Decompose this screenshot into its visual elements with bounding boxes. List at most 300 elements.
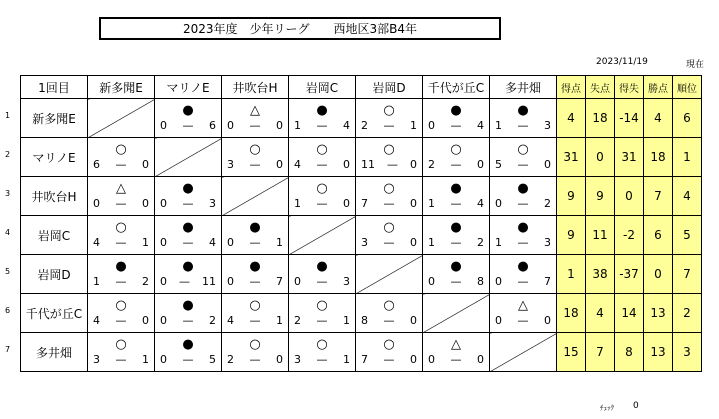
result-symbol-icon: ○ — [383, 298, 395, 313]
score — [155, 237, 221, 249]
score-dash: — — [182, 197, 194, 210]
result-symbol-icon: △ — [116, 181, 126, 196]
score-for: 1 — [294, 197, 301, 210]
score — [423, 237, 489, 249]
stat-cell: 9 — [586, 177, 615, 216]
stat-cell: 3 — [673, 333, 702, 372]
score — [490, 276, 556, 288]
result-symbol-icon: ● — [182, 259, 194, 274]
stat-cell: 18 — [644, 138, 673, 177]
score — [222, 159, 288, 171]
score-dash: — — [383, 119, 395, 132]
score-dash: — — [517, 197, 529, 210]
score-for: 4 — [93, 236, 100, 249]
table-row — [21, 333, 702, 372]
match-result-cell — [356, 177, 423, 216]
stat-cell: 0 — [586, 138, 615, 177]
column-header-team: 岩岡C — [289, 76, 356, 99]
score — [289, 198, 355, 210]
score-dash: — — [517, 314, 529, 327]
score-against: 3 — [544, 119, 551, 132]
score-dash: — — [450, 236, 462, 249]
score-for: 1 — [428, 197, 435, 210]
stat-cell: 0 — [615, 177, 644, 216]
score — [423, 120, 489, 132]
row-team-name: 岩岡C — [21, 216, 88, 255]
result-symbol-icon: ● — [316, 259, 328, 274]
score-for: 4 — [227, 314, 234, 327]
stat-cell: 1 — [557, 255, 586, 294]
match-result-cell — [88, 333, 155, 372]
stat-cell: 5 — [673, 216, 702, 255]
row-number: 5 — [5, 267, 11, 276]
score-dash: — — [115, 275, 127, 288]
result-symbol-icon: ○ — [316, 298, 328, 313]
table-row — [21, 294, 702, 333]
score-against: 1 — [276, 236, 283, 249]
row-number: 2 — [5, 150, 11, 159]
match-result-cell — [289, 138, 356, 177]
match-result-cell — [423, 99, 490, 138]
score-dash: — — [316, 353, 328, 366]
stat-cell: 13 — [644, 333, 673, 372]
score-against: 3 — [343, 275, 350, 288]
table-row — [21, 255, 702, 294]
match-result-cell — [423, 216, 490, 255]
score-against: 0 — [477, 158, 484, 171]
result-symbol-icon: ● — [517, 220, 529, 235]
stat-cell: 9 — [557, 177, 586, 216]
score-dash: — — [383, 314, 395, 327]
stat-cell: 18 — [586, 99, 615, 138]
result-symbol-icon: ● — [115, 259, 127, 274]
row-number: 4 — [5, 228, 11, 237]
score-for: 2 — [428, 158, 435, 171]
score-against: 2 — [209, 314, 216, 327]
score — [490, 237, 556, 249]
score-against: 1 — [142, 236, 149, 249]
round-label: 1回目 — [21, 76, 88, 99]
row-team-name: 多井畑 — [21, 333, 88, 372]
score-against: 2 — [142, 275, 149, 288]
score — [356, 354, 422, 366]
score-dash: — — [383, 197, 395, 210]
score-for: 7 — [361, 197, 368, 210]
score-against: 2 — [477, 236, 484, 249]
score — [423, 159, 489, 171]
result-symbol-icon: ○ — [115, 142, 127, 157]
score-dash: — — [316, 158, 328, 171]
score-dash: — — [450, 353, 462, 366]
column-header-team: 岩岡D — [356, 76, 423, 99]
result-symbol-icon: ○ — [450, 142, 462, 157]
score — [423, 354, 489, 366]
score-dash: — — [316, 197, 328, 210]
table-row — [21, 99, 702, 138]
score-dash: — — [115, 314, 127, 327]
stat-cell: 13 — [644, 294, 673, 333]
score-for: 0 — [428, 353, 435, 366]
score — [222, 354, 288, 366]
score-for: 11 — [361, 158, 375, 171]
stat-cell: 9 — [557, 216, 586, 255]
score-for: 0 — [160, 353, 167, 366]
column-header-team: 多井畑 — [490, 76, 557, 99]
now-label: 現在 — [686, 60, 705, 70]
score — [88, 198, 154, 210]
score-against: 4 — [343, 119, 350, 132]
stat-cell: 4 — [673, 177, 702, 216]
score-for: 3 — [294, 353, 301, 366]
score-dash: — — [182, 119, 194, 132]
result-symbol-icon: ● — [517, 103, 529, 118]
score — [88, 354, 154, 366]
score-dash: — — [115, 236, 127, 249]
table-row — [21, 138, 702, 177]
score-for: 0 — [160, 119, 167, 132]
score-for: 0 — [160, 275, 167, 288]
column-header-team: 井吹台H — [222, 76, 289, 99]
match-result-cell — [490, 177, 557, 216]
self-match-cell — [155, 138, 222, 177]
result-symbol-icon: ○ — [517, 142, 529, 157]
match-result-cell — [88, 138, 155, 177]
match-result-cell — [423, 255, 490, 294]
score-for: 4 — [294, 158, 301, 171]
league-table — [20, 75, 702, 372]
score-for: 2 — [294, 314, 301, 327]
score — [155, 354, 221, 366]
score — [356, 120, 422, 132]
score-against: 4 — [477, 119, 484, 132]
result-symbol-icon: ○ — [383, 181, 395, 196]
score — [356, 159, 422, 171]
score-against: 1 — [343, 353, 350, 366]
result-symbol-icon: △ — [518, 298, 528, 313]
score — [289, 159, 355, 171]
match-result-cell — [222, 138, 289, 177]
result-symbol-icon: ● — [450, 259, 462, 274]
score-against: 4 — [477, 197, 484, 210]
result-symbol-icon: ● — [450, 181, 462, 196]
score-dash: — — [383, 353, 395, 366]
score-against: 1 — [276, 314, 283, 327]
score-against: 0 — [410, 197, 417, 210]
column-header-stat: 得失 — [615, 76, 644, 99]
score-against: 4 — [209, 236, 216, 249]
score — [155, 120, 221, 132]
result-symbol-icon: ● — [182, 220, 194, 235]
score-dash: — — [517, 275, 529, 288]
match-result-cell — [356, 138, 423, 177]
stat-cell: 4 — [557, 99, 586, 138]
result-symbol-icon: ● — [182, 181, 194, 196]
match-result-cell — [289, 333, 356, 372]
score-against: 0 — [276, 353, 283, 366]
table-row — [21, 216, 702, 255]
column-header-stat: 勝点 — [644, 76, 673, 99]
row-number: 1 — [5, 111, 11, 120]
stat-cell: 7 — [673, 255, 702, 294]
match-result-cell — [423, 138, 490, 177]
result-symbol-icon: ○ — [316, 142, 328, 157]
column-header-stat: 失点 — [586, 76, 615, 99]
header-row — [21, 76, 702, 99]
score — [155, 315, 221, 327]
match-result-cell — [222, 333, 289, 372]
result-symbol-icon: ○ — [316, 337, 328, 352]
table-row — [21, 177, 702, 216]
score-dash: — — [182, 353, 194, 366]
score-for: 0 — [160, 314, 167, 327]
score — [222, 315, 288, 327]
score-dash: — — [517, 236, 529, 249]
match-result-cell — [88, 216, 155, 255]
score-dash: — — [316, 314, 328, 327]
score-dash: — — [450, 275, 462, 288]
score-dash: — — [316, 275, 328, 288]
row-number: 7 — [5, 345, 11, 354]
match-result-cell — [289, 255, 356, 294]
score-dash: — — [387, 158, 398, 171]
score-for: 1 — [428, 236, 435, 249]
self-match-cell — [490, 333, 557, 372]
match-result-cell — [490, 138, 557, 177]
match-result-cell — [222, 99, 289, 138]
score-for: 1 — [495, 236, 502, 249]
match-result-cell — [423, 333, 490, 372]
score-against: 0 — [544, 314, 551, 327]
score — [155, 198, 221, 210]
stat-cell: 0 — [644, 255, 673, 294]
score-against: 0 — [276, 158, 283, 171]
score — [289, 315, 355, 327]
score-for: 1 — [495, 119, 502, 132]
self-match-cell — [423, 294, 490, 333]
row-number: 6 — [5, 306, 11, 315]
stat-cell: 18 — [557, 294, 586, 333]
column-header-team: マリノE — [155, 76, 222, 99]
score-against: 6 — [209, 119, 216, 132]
result-symbol-icon: ○ — [383, 142, 395, 157]
score-dash: — — [249, 353, 261, 366]
score-against: 0 — [410, 236, 417, 249]
check-value: 0 — [633, 401, 639, 411]
score-dash: — — [182, 236, 194, 249]
score-for: 1 — [294, 119, 301, 132]
score-for: 0 — [428, 119, 435, 132]
self-match-cell — [289, 216, 356, 255]
score-dash: — — [249, 275, 261, 288]
result-symbol-icon: ○ — [249, 142, 261, 157]
match-result-cell — [289, 294, 356, 333]
match-result-cell — [356, 216, 423, 255]
score-dash: — — [450, 197, 462, 210]
score-against: 7 — [276, 275, 283, 288]
score-for: 2 — [361, 119, 368, 132]
score-against: 0 — [410, 353, 417, 366]
row-team-name: 岩岡D — [21, 255, 88, 294]
result-symbol-icon: ● — [450, 103, 462, 118]
score-dash: — — [115, 353, 127, 366]
stat-cell: 7 — [644, 177, 673, 216]
result-symbol-icon: △ — [250, 103, 260, 118]
score — [356, 315, 422, 327]
score — [289, 120, 355, 132]
match-result-cell — [356, 99, 423, 138]
stat-cell: 7 — [586, 333, 615, 372]
page-title: 2023年度 少年リーグ 西地区3部B4年 — [99, 17, 501, 40]
score-dash: — — [517, 158, 529, 171]
match-result-cell — [88, 177, 155, 216]
match-result-cell — [356, 294, 423, 333]
match-result-cell — [155, 333, 222, 372]
match-result-cell — [490, 216, 557, 255]
score-for: 6 — [93, 158, 100, 171]
score-for: 0 — [495, 197, 502, 210]
score-dash: — — [517, 119, 529, 132]
match-result-cell — [88, 294, 155, 333]
score-against: 0 — [544, 158, 551, 171]
score-for: 1 — [93, 275, 100, 288]
score-dash: — — [450, 119, 462, 132]
score-against: 3 — [544, 236, 551, 249]
match-result-cell — [222, 294, 289, 333]
score-dash: — — [115, 197, 127, 210]
column-header-team: 新多聞E — [88, 76, 155, 99]
stat-cell: 31 — [557, 138, 586, 177]
score-for: 8 — [361, 314, 368, 327]
score — [490, 120, 556, 132]
score-against: 0 — [343, 158, 350, 171]
result-symbol-icon: ● — [517, 181, 529, 196]
match-result-cell — [222, 255, 289, 294]
match-result-cell — [289, 177, 356, 216]
check-label: ﾁｪｯｸ — [600, 404, 614, 412]
score-for: 0 — [227, 119, 234, 132]
stat-cell: 31 — [615, 138, 644, 177]
result-symbol-icon: ○ — [383, 103, 395, 118]
score-against: 11 — [202, 275, 216, 288]
score-against: 2 — [544, 197, 551, 210]
column-header-stat: 順位 — [673, 76, 702, 99]
score-for: 3 — [93, 353, 100, 366]
score-against: 3 — [209, 197, 216, 210]
score-for: 0 — [160, 236, 167, 249]
stat-cell: 14 — [615, 294, 644, 333]
score — [88, 237, 154, 249]
score-against: 1 — [410, 119, 417, 132]
result-symbol-icon: ○ — [115, 337, 127, 352]
match-result-cell — [155, 294, 222, 333]
stat-cell: 2 — [673, 294, 702, 333]
result-symbol-icon: ○ — [383, 220, 395, 235]
score — [356, 198, 422, 210]
score-dash: — — [249, 119, 261, 132]
score-for: 2 — [227, 353, 234, 366]
result-symbol-icon: ○ — [316, 181, 328, 196]
score-for: 0 — [227, 236, 234, 249]
stat-cell: 8 — [615, 333, 644, 372]
column-header-team: 千代が丘C — [423, 76, 490, 99]
stat-cell: 4 — [644, 99, 673, 138]
self-match-cell — [356, 255, 423, 294]
score-dash: — — [249, 236, 261, 249]
score — [490, 198, 556, 210]
match-result-cell — [423, 177, 490, 216]
score-against: 1 — [343, 314, 350, 327]
score-dash: — — [450, 158, 462, 171]
stat-cell: 38 — [586, 255, 615, 294]
score-dash: — — [316, 119, 328, 132]
self-match-cell — [222, 177, 289, 216]
score-against: 0 — [142, 314, 149, 327]
result-symbol-icon: ○ — [115, 298, 127, 313]
row-team-name: 千代が丘C — [21, 294, 88, 333]
score-for: 0 — [93, 197, 100, 210]
score — [88, 276, 154, 288]
score-against: 0 — [343, 197, 350, 210]
match-result-cell — [155, 99, 222, 138]
result-symbol-icon: △ — [451, 337, 461, 352]
score — [289, 276, 355, 288]
score-against: 0 — [410, 314, 417, 327]
match-result-cell — [155, 177, 222, 216]
score — [490, 159, 556, 171]
row-number: 3 — [5, 189, 11, 198]
score-dash: — — [179, 275, 190, 288]
score — [289, 354, 355, 366]
stat-cell: -14 — [615, 99, 644, 138]
result-symbol-icon: ○ — [115, 220, 127, 235]
score-for: 4 — [93, 314, 100, 327]
score-for: 0 — [495, 314, 502, 327]
match-result-cell — [490, 99, 557, 138]
row-team-name: 井吹台H — [21, 177, 88, 216]
match-result-cell — [155, 255, 222, 294]
self-match-cell — [88, 99, 155, 138]
match-result-cell — [155, 216, 222, 255]
score-for: 3 — [227, 158, 234, 171]
result-symbol-icon: ● — [517, 259, 529, 274]
stat-cell: 4 — [586, 294, 615, 333]
score — [155, 276, 221, 288]
score-dash: — — [249, 314, 261, 327]
match-result-cell — [356, 333, 423, 372]
score — [222, 276, 288, 288]
stat-cell: -2 — [615, 216, 644, 255]
score-for: 0 — [160, 197, 167, 210]
result-symbol-icon: ● — [316, 103, 328, 118]
score — [490, 315, 556, 327]
score-for: 7 — [361, 353, 368, 366]
score — [222, 237, 288, 249]
match-result-cell — [490, 294, 557, 333]
result-symbol-icon: ● — [182, 337, 194, 352]
score — [222, 120, 288, 132]
score-against: 0 — [276, 119, 283, 132]
score — [88, 315, 154, 327]
match-result-cell — [222, 216, 289, 255]
score-dash: — — [115, 158, 127, 171]
score-against: 0 — [142, 197, 149, 210]
score — [356, 237, 422, 249]
result-symbol-icon: ● — [182, 103, 194, 118]
score-against: 0 — [410, 158, 417, 171]
result-symbol-icon: ● — [249, 220, 261, 235]
score — [88, 159, 154, 171]
score — [423, 198, 489, 210]
